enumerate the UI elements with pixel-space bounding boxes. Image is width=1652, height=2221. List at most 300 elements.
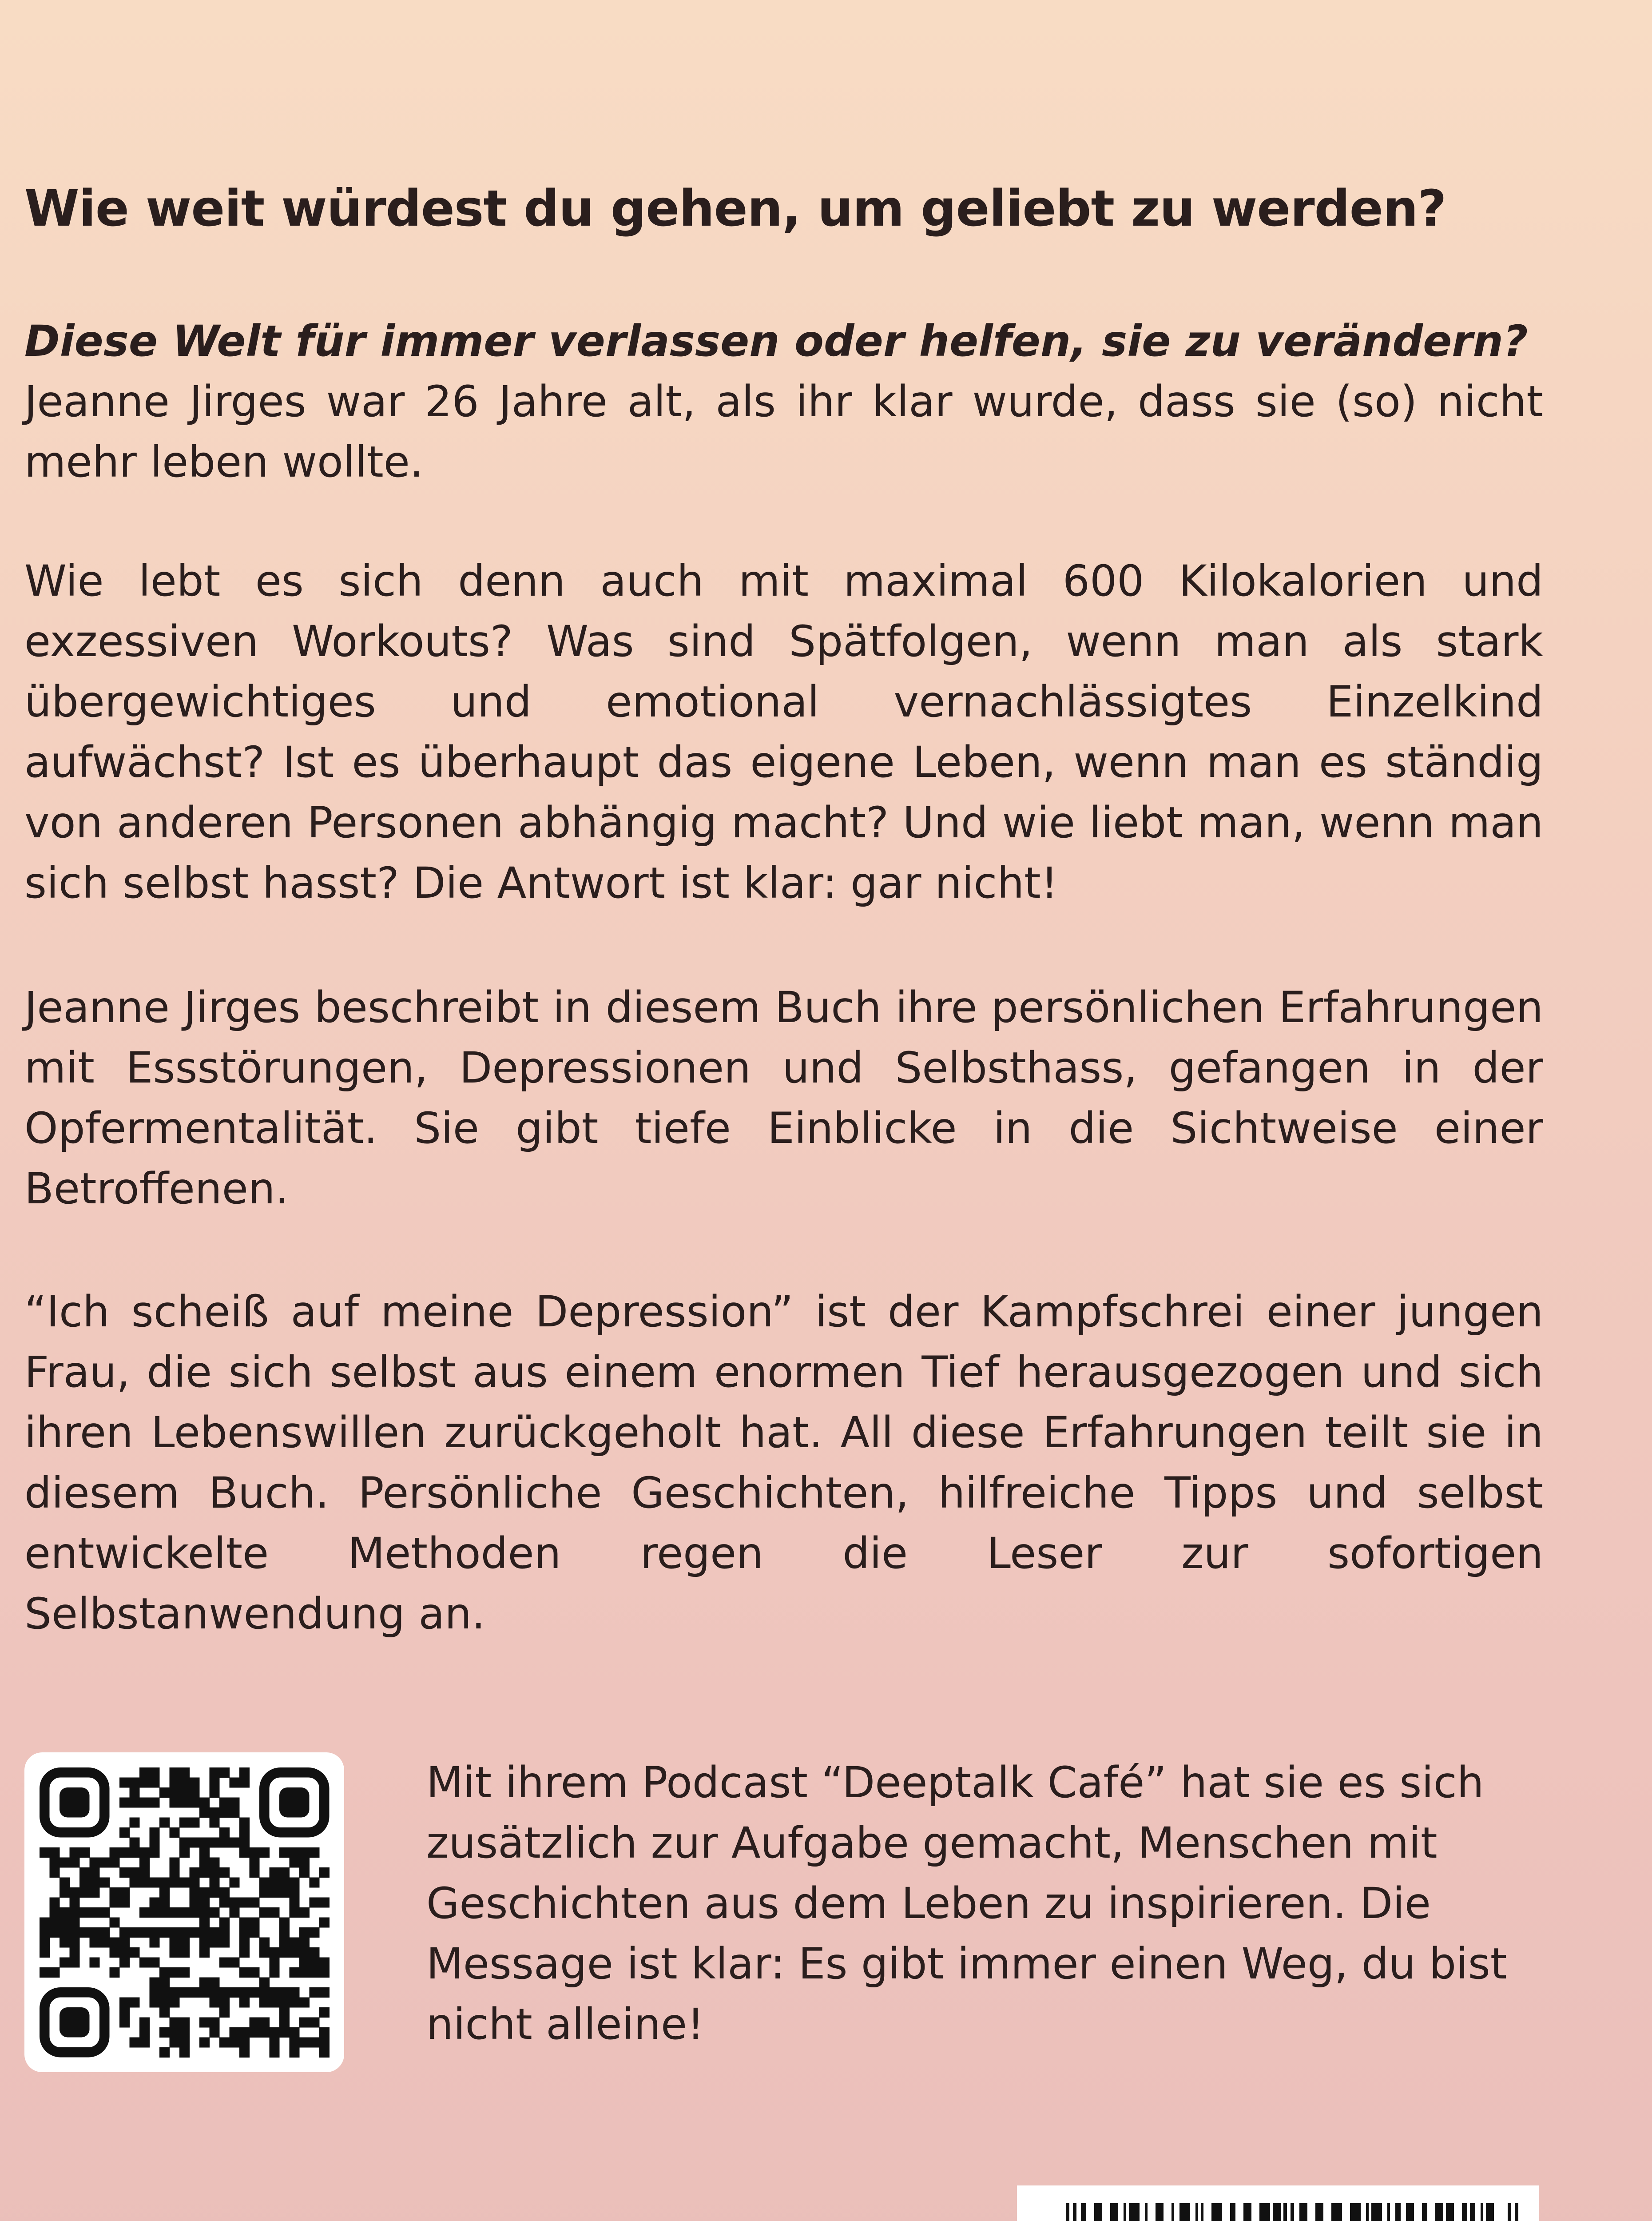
qr-module [150,1987,160,1998]
qr-module [279,2018,290,2028]
qr-module [150,1927,160,1938]
qr-module [60,1907,70,1918]
qr-module [310,1958,320,1968]
qr-module [299,1958,310,1968]
qr-module [110,1947,120,1958]
qr-module [199,1838,210,1848]
qr-module [99,1938,110,1948]
barcode-bar [1230,2203,1235,2221]
qr-module [299,1858,310,1868]
qr-module [130,1818,140,1828]
barcode-bar [1435,2203,1443,2221]
qr-module [279,1918,290,1928]
qr-module [279,1987,290,1998]
qr-module [199,1898,210,1908]
qr-module [79,1867,90,1878]
qr-module [270,1867,280,1878]
qr-module [259,1978,270,1988]
qr-module [230,1898,240,1908]
qr-module [139,1878,150,1888]
qr-module [119,1938,130,1948]
qr-module [159,2047,170,2058]
barcode-bar [1481,2203,1483,2221]
qr-module [190,1818,200,1828]
qr-module [239,1827,250,1838]
barcode-bar [1259,2203,1270,2221]
barcode-bar [1508,2203,1511,2221]
barcode-bar [1387,2203,1390,2221]
qr-module [290,1887,300,1898]
qr-module [70,1947,80,1958]
barcode-bar [1371,2203,1382,2221]
qr-module [290,1947,300,1958]
qr-module [60,1958,70,1968]
qr-module [279,1938,290,1948]
qr-module [319,2047,330,2058]
qr-module [290,2047,300,2058]
qr-module [319,1918,330,1928]
qr-module [50,1927,60,1938]
qr-module [210,1778,220,1788]
qr-module [210,1867,220,1878]
qr-module [270,1998,280,2008]
qr-module [219,1827,230,1838]
qr-finder-center [60,1787,90,1818]
qr-module [40,1927,50,1938]
qr-module [150,1907,160,1918]
paragraph-questions: Wie lebt es sich denn auch mit maximal 600 Kilokalorien und exzessiven Workouts? Was sind Spätfolgen, wenn man als stark übergewichtiges und emotional vernachlässigtes Einzelkind aufwächst? Ist es überhaupt das eigene Leben, wenn man es ständig von anderen Personen abhängig macht? Und wie liebt man, wenn man sich selbst hasst? Die Antwort ist klar: gar nicht! [24,556,1543,908]
barcode-bar [1291,2203,1294,2221]
qr-module [310,1947,320,1958]
qr-module [210,1927,220,1938]
qr-module [179,1787,190,1798]
qr-module [239,1987,250,1998]
qr-module [299,1998,310,2008]
qr-module [179,1967,190,1978]
qr-module [170,1967,180,1978]
qr-module [250,1967,260,1978]
qr-module [319,1958,330,1968]
qr-module [170,1798,180,1808]
qr-module [210,1878,220,1888]
qr-module [119,1887,130,1898]
headline: Wie weit würdest du gehen, um geliebt zu werden? [24,180,1446,238]
qr-module [70,1918,80,1928]
qr-module [90,1858,100,1868]
qr-module [190,1798,200,1808]
qr-module [279,1927,290,1938]
qr-module [219,1807,230,1818]
qr-module [219,2007,230,2018]
qr-module [179,2038,190,2048]
qr-module [139,1847,150,1858]
qr-module [170,2027,180,2038]
qr-module [50,1847,60,1858]
qr-module [110,1858,120,1868]
qr-module [110,1967,120,1978]
qr-module [150,1958,160,1968]
qr-module [270,1887,280,1898]
qr-module [299,1967,310,1978]
qr-module [199,2018,210,2028]
qr-module [50,1867,60,1878]
qr-module [279,1887,290,1898]
barcode-bars [1017,2185,1539,2221]
qr-module [99,1907,110,1918]
paragraph-battle-cry: “Ich scheiß auf meine Depression” ist der Kampfschrei einer jungen Frau, die sich selbst aus einem enormen Tief herausgezogen und sich ihren Lebenswillen zurückgeholt hat. All diese Erfahrungen teilt sie in diesem Buch. Persönliche Geschichten, hilfreiche Tipps und selbst entwickelte Methoden regen die Leser zur sofortigen Selbstanwendung an. [24,1287,1543,1639]
qr-module [199,2038,210,2048]
qr-module [110,1847,120,1858]
qr-module [99,1858,110,1868]
qr-module [50,1918,60,1928]
qr-module [119,1927,130,1938]
qr-module [270,2027,280,2038]
qr-module [259,1878,270,1888]
podcast-text: Mit ihrem Podcast “Deeptalk Café” hat sie es sich zusätzlich zur Aufgabe gemacht, Menschen mit Geschichten aus dem Leben zu inspirieren. Die Message ist klar: Es gibt immer einen Weg, du bist nicht alleine! [426,1758,1507,2049]
qr-module [239,2047,250,2058]
qr-module [139,1778,150,1788]
barcode-bar [1171,2203,1174,2221]
qr-module [170,1878,180,1888]
qr-module [130,1947,140,1958]
qr-module [170,2018,180,2028]
qr-module [139,1907,150,1918]
qr-module [179,2027,190,2038]
qr-module [119,1898,130,1908]
barcode-bar [1179,2203,1190,2221]
qr-module [130,1838,140,1848]
qr-module [239,1967,250,1978]
qr-module [179,1798,190,1808]
qr-module [290,2027,300,2038]
qr-module [279,1878,290,1888]
qr-module [130,1867,140,1878]
barcode-bar [1331,2203,1342,2221]
qr-module [230,1878,240,1888]
qr-module [170,1858,180,1868]
qr-module [219,1898,230,1908]
qr-module [179,1907,190,1918]
qr-module [150,1767,160,1778]
qr-module [239,1818,250,1828]
qr-module [119,1958,130,1968]
qr-module [159,1927,170,1938]
qr-module [210,1838,220,1848]
qr-module [190,1867,200,1878]
barcode-bar [1211,2203,1222,2221]
qr-module [219,1998,230,2008]
qr-module [60,1858,70,1868]
qr-module [250,1858,260,1868]
barcode-bar [1124,2203,1126,2221]
qr-module [70,1847,80,1858]
qr-module [190,1987,200,1998]
qr-module [230,2027,240,2038]
barcode-bar [1129,2203,1140,2221]
barcode-bar [1299,2203,1307,2221]
qr-module [270,1987,280,1998]
qr-module [190,1838,200,1848]
qr-module [60,1887,70,1898]
qr-module [150,1878,160,1888]
qr-module [230,1778,240,1788]
qr-module [219,1927,230,1938]
qr-module [250,1918,260,1928]
qr-module [110,1887,120,1898]
qr-module [79,1887,90,1898]
barcode-bar [1315,2203,1323,2221]
barcode-bar [1073,2203,1076,2221]
qr-module [210,1987,220,1998]
qr-module [110,1898,120,1908]
qr-module [170,1827,180,1838]
qr-module [259,1998,270,2008]
qr-module [150,1978,160,1988]
qr-module [130,2038,140,2048]
qr-module [219,1938,230,1948]
qr-module [310,1987,320,1998]
qr-module [119,1778,130,1788]
qr-module [210,1978,220,1988]
qr-module [70,1907,80,1918]
qr-module [119,1867,130,1878]
qr-module [99,1927,110,1938]
qr-module [219,1987,230,1998]
qr-module [159,1907,170,1918]
qr-module [90,1958,100,1968]
qr-module [250,2018,260,2028]
barcode-bar [1201,2203,1203,2221]
qr-module [119,2007,130,2018]
qr-module [99,1878,110,1888]
qr-module [270,1958,280,1968]
qr-module [319,2027,330,2038]
qr-module [170,1767,180,1778]
qr-module [119,1827,130,1838]
qr-module [60,1878,70,1888]
qr-module [70,1858,80,1868]
qr-module [310,2038,320,2048]
qr-module [159,1998,170,2008]
qr-module [290,1998,300,2008]
qr-module [219,1887,230,1898]
qr-module [259,1887,270,1898]
qr-module [270,1878,280,1888]
barcode-bar [1066,2203,1069,2221]
qr-module [239,1767,250,1778]
qr-module [40,1947,50,1958]
qr-module [50,1858,60,1868]
qr-module [290,1907,300,1918]
qr-module [150,1898,160,1908]
qr-module [60,1927,70,1938]
qr-module [130,1778,140,1788]
qr-code-graphic [24,1752,344,2072]
qr-module [159,2007,170,2018]
qr-module [290,1898,300,1908]
qr-module [290,2038,300,2048]
qr-module [279,1847,290,1858]
qr-module [159,1878,170,1888]
qr-module [239,1927,250,1938]
qr-module [299,1927,310,1938]
qr-module [219,1918,230,1928]
qr-module [259,2018,270,2028]
qr-module [210,1807,220,1818]
qr-module [70,1887,80,1898]
qr-module [179,1878,190,1888]
qr-module [179,1767,190,1778]
qr-module [170,1938,180,1948]
qr-module [139,1958,150,1968]
barcode-bar [1273,2203,1281,2221]
qr-module [170,1787,180,1798]
qr-module [290,1938,300,1948]
qr-module [159,1967,170,1978]
qr-module [170,1867,180,1878]
qr-module [79,1927,90,1938]
qr-module [219,1798,230,1808]
qr-module [319,2007,330,2018]
qr-module [170,1927,180,1938]
qr-module [219,1958,230,1968]
qr-module [90,1878,100,1888]
qr-module [170,2038,180,2048]
qr-module [150,1938,160,1948]
qr-module [239,1947,250,1958]
qr-module [210,1767,220,1778]
qr-module [119,1847,130,1858]
qr-module [150,1847,160,1858]
qr-module [299,1867,310,1878]
barcode-bar [1350,2203,1361,2221]
qr-module [70,1958,80,1968]
qr-module [190,1927,200,1938]
qr-module [259,2027,270,2038]
qr-module [250,1847,260,1858]
qr-module [150,1998,160,2008]
qr-module [139,1767,150,1778]
intro-subtitle: Diese Welt für immer verlassen oder helfen, sie zu verändern? [24,316,1528,366]
qr-module [230,1798,240,1808]
qr-module [199,1887,210,1898]
qr-module [119,1998,130,2008]
qr-module [170,1947,180,1958]
qr-module [199,1978,210,1988]
qr-module [159,1987,170,1998]
qr-module [139,2038,150,2048]
qr-module [70,1938,80,1948]
barcode-bar [1094,2203,1102,2221]
qr-module [179,2018,190,2028]
qr-module [210,2018,220,2028]
qr-module [199,1807,210,1818]
qr-module [150,1827,160,1838]
qr-module [310,2018,320,2028]
qr-module [259,1947,270,1958]
qr-module [139,2018,150,2028]
qr-module [170,1778,180,1788]
qr-module [179,1818,190,1828]
barcode-bar [1406,2203,1414,2221]
qr-module [239,2038,250,2048]
qr-module [259,1847,270,1858]
qr-module [40,1918,50,1928]
qr-module [90,1907,100,1918]
qr-code-icon[interactable] [24,1752,344,2072]
qr-module [199,1918,210,1928]
qr-module [299,1907,310,1918]
qr-module [290,1878,300,1888]
isbn-barcode-icon [1017,2185,1539,2221]
qr-module [130,1878,140,1888]
qr-finder-center [279,1787,310,1818]
qr-module [159,1787,170,1798]
qr-module [290,1858,300,1868]
qr-module [310,1847,320,1858]
qr-module [250,1927,260,1938]
qr-module [310,1898,320,1908]
qr-module [60,1938,70,1948]
qr-module [270,1947,280,1958]
intro-block [24,311,1543,492]
qr-module [199,1907,210,1918]
qr-module [190,1898,200,1908]
qr-module [310,1967,320,1978]
qr-module [199,1938,210,1948]
qr-module [259,1987,270,1998]
barcode-bar [1145,2203,1148,2221]
qr-module [170,1987,180,1998]
qr-module [199,1847,210,1858]
qr-module [210,1858,220,1868]
qr-module [130,1927,140,1938]
qr-module [210,1818,220,1828]
barcode-bar [1422,2203,1427,2221]
qr-module [170,1998,180,2008]
qr-module [40,1938,50,1948]
qr-module [190,1878,200,1888]
barcode-bar [1462,2203,1467,2221]
qr-module [199,1858,210,1868]
qr-module [270,2047,280,2058]
qr-module [299,1847,310,1858]
qr-module [310,1927,320,1938]
qr-module [139,1798,150,1808]
qr-module [299,1947,310,1958]
qr-finder-center [60,2007,90,2038]
barcode-bar [1156,2203,1164,2221]
qr-module [210,1938,220,1948]
barcode-bar [1366,2203,1369,2221]
qr-module [170,1907,180,1918]
barcode-bar [1081,2203,1086,2221]
qr-module [179,1947,190,1958]
qr-module [219,1867,230,1878]
qr-module [179,2047,190,2058]
qr-module [199,1867,210,1878]
qr-module [279,1947,290,1958]
barcode-bar [1446,2203,1454,2221]
qr-module [110,1918,120,1928]
qr-module [179,1987,190,1998]
qr-module [319,1898,330,1908]
qr-module [210,1787,220,1798]
qr-module [270,1907,280,1918]
qr-module [190,1887,200,1898]
barcode-bar [1515,2203,1518,2221]
qr-module [299,1938,310,1948]
